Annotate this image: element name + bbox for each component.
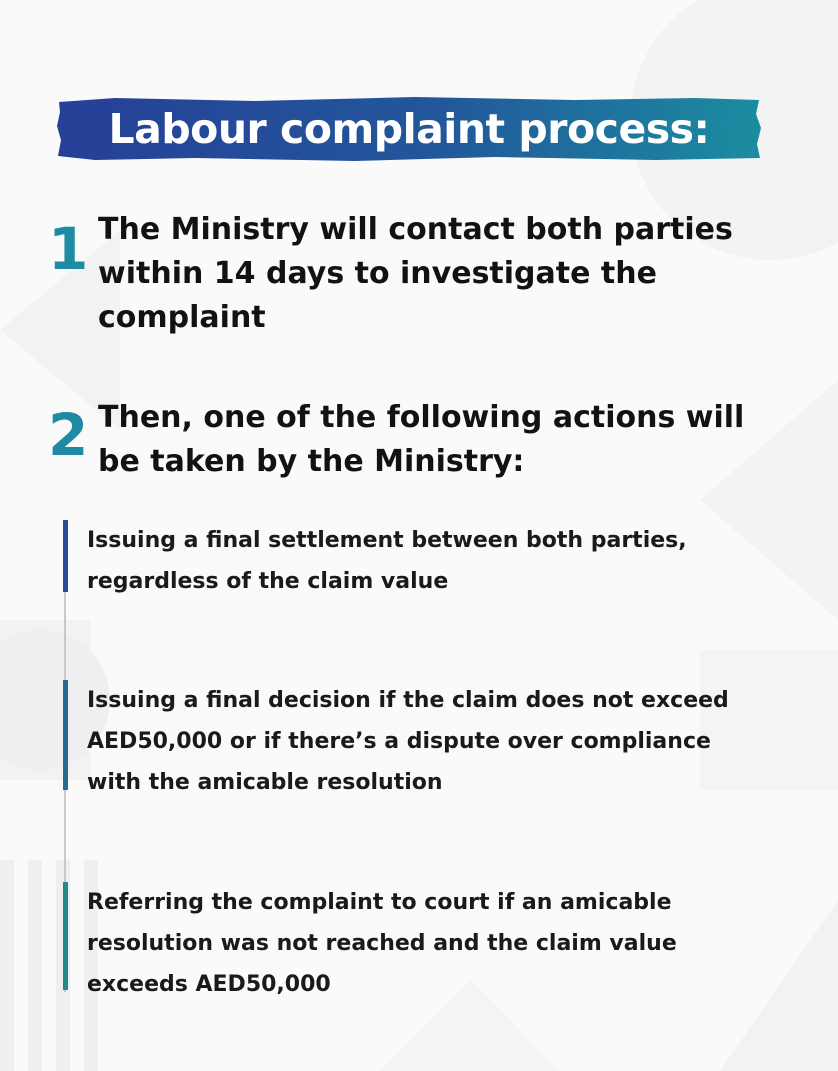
title-banner xyxy=(55,96,763,162)
action-accent-bar xyxy=(63,680,68,790)
action-text: Referring the complaint to court if an amicable resolution was not reached and the claim value exceeds AED50,000 xyxy=(87,890,677,997)
action-accent-bar xyxy=(63,520,68,592)
page-title: Labour complaint process: xyxy=(108,105,710,153)
action-text: Issuing a final settlement between both parties, regardless of the claim value xyxy=(87,528,687,594)
step-text: Then, one of the following actions will be taken by the Ministry: xyxy=(98,400,745,479)
step-text: The Ministry will contact both parties within 14 days to investigate the complaint xyxy=(98,212,733,335)
step-number: 2 xyxy=(48,401,89,469)
step-number: 1 xyxy=(48,215,89,283)
action-text: Issuing a final decision if the claim does not exceed AED50,000 or if there’s a dispute over compliance with the amicable resolution xyxy=(87,688,729,795)
action-accent-bar xyxy=(63,882,68,990)
